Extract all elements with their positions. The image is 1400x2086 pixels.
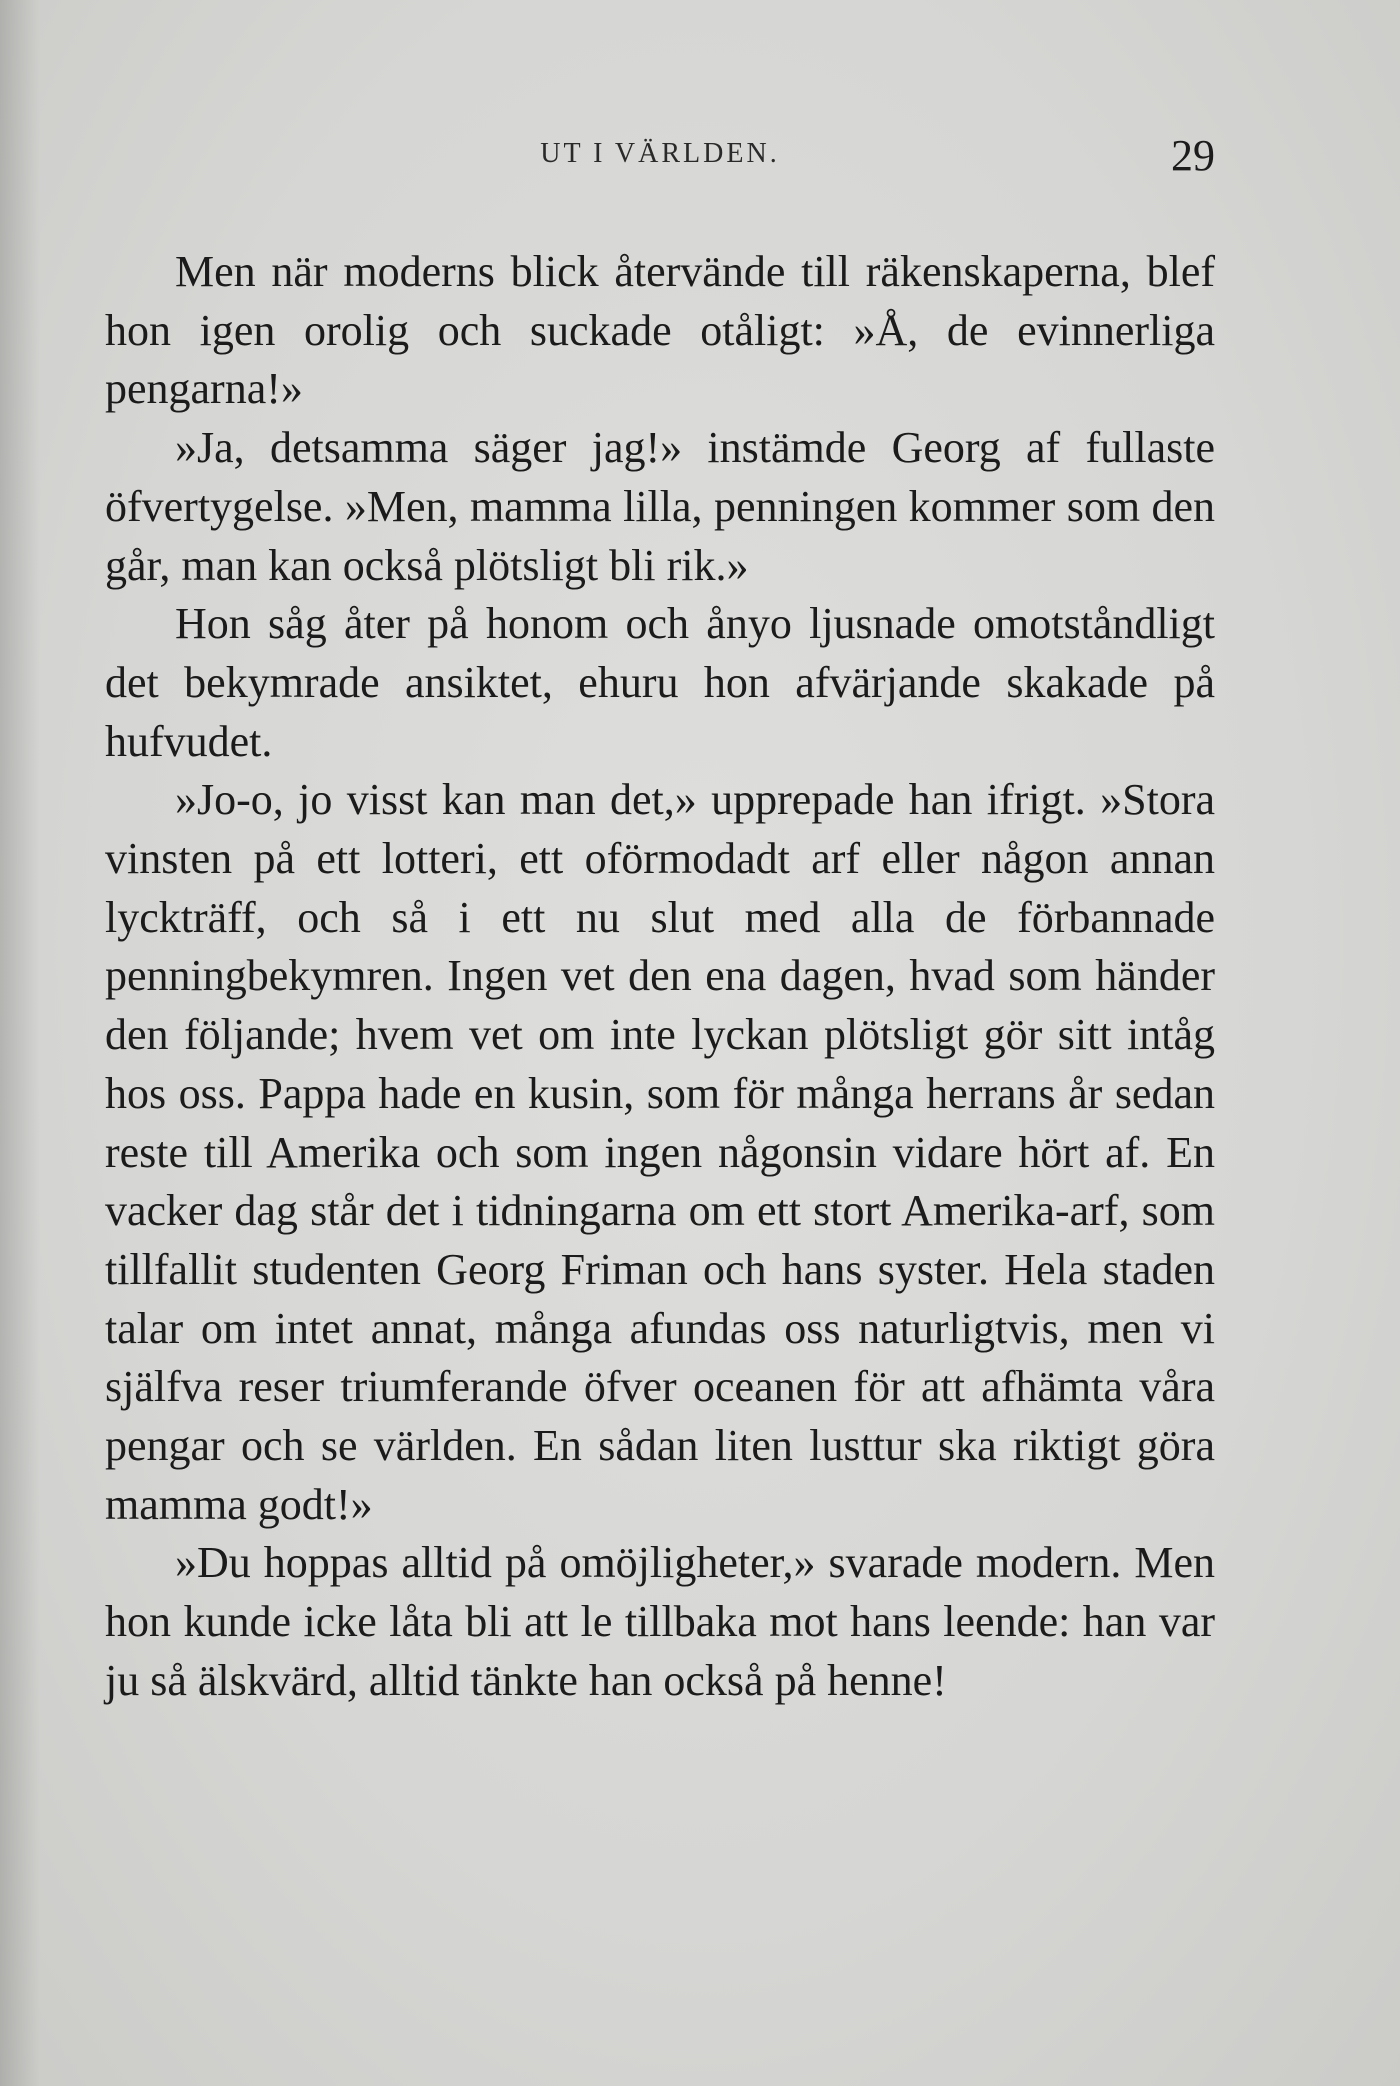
paragraph-4: »Jo-o, jo visst kan man det,» upprepade han ifrigt. »Stora vinsten på ett lotteri, ett oförmodadt arf eller någon annan lyckträff, och så i ett nu slut med alla de förbannade penningbekymren. Ingen vet den ena dagen, hvad som händer den följande; hvem vet om inte lyckan plötsligt gör sitt intåg hos oss. Pappa hade en kusin, som för många herrans år sedan reste till Amerika och som ingen någonsin vidare hört af. En vacker dag står det i tidningarna om ett stort Amerika-arf, som tillfallit studenten Georg Friman och hans syster. Hela staden talar om intet annat, många afundas oss naturligtvis, men vi själfva reser triumferande öfver oceanen för att afhämta våra pengar och se världen. En sådan liten lusttur ska riktigt göra mamma godt!» [105, 775, 1215, 1529]
paragraph-3: Hon såg åter på honom och ånyo ljusnade omotståndligt det bekymrade ansiktet, ehuru hon afvärjande skakade på hufvudet. [105, 599, 1215, 766]
body-text [105, 243, 1215, 1711]
paragraph-2: »Ja, detsamma säger jag!» instämde Georg af fullaste öfvertygelse. »Men, mamma lilla, penningen kommer som den går, man kan också plötsligt bli rik.» [105, 423, 1215, 590]
running-head: UT I VÄRLDEN. [540, 138, 780, 169]
paragraph-1: Men när moderns blick återvände till räkenskaperna, blef hon igen orolig och suckade otåligt: »Å, de evinnerliga pengarna!» [105, 247, 1215, 414]
scan-edge-shadow [0, 0, 40, 2086]
page-header [105, 128, 1215, 188]
paragraph-5: »Du hoppas alltid på omöjligheter,» svarade modern. Men hon kunde icke låta bli att le tillbaka mot hans leende: han var ju så älskvärd, alltid tänkte han också på henne! [105, 1538, 1215, 1705]
page-number: 29 [1171, 131, 1215, 180]
